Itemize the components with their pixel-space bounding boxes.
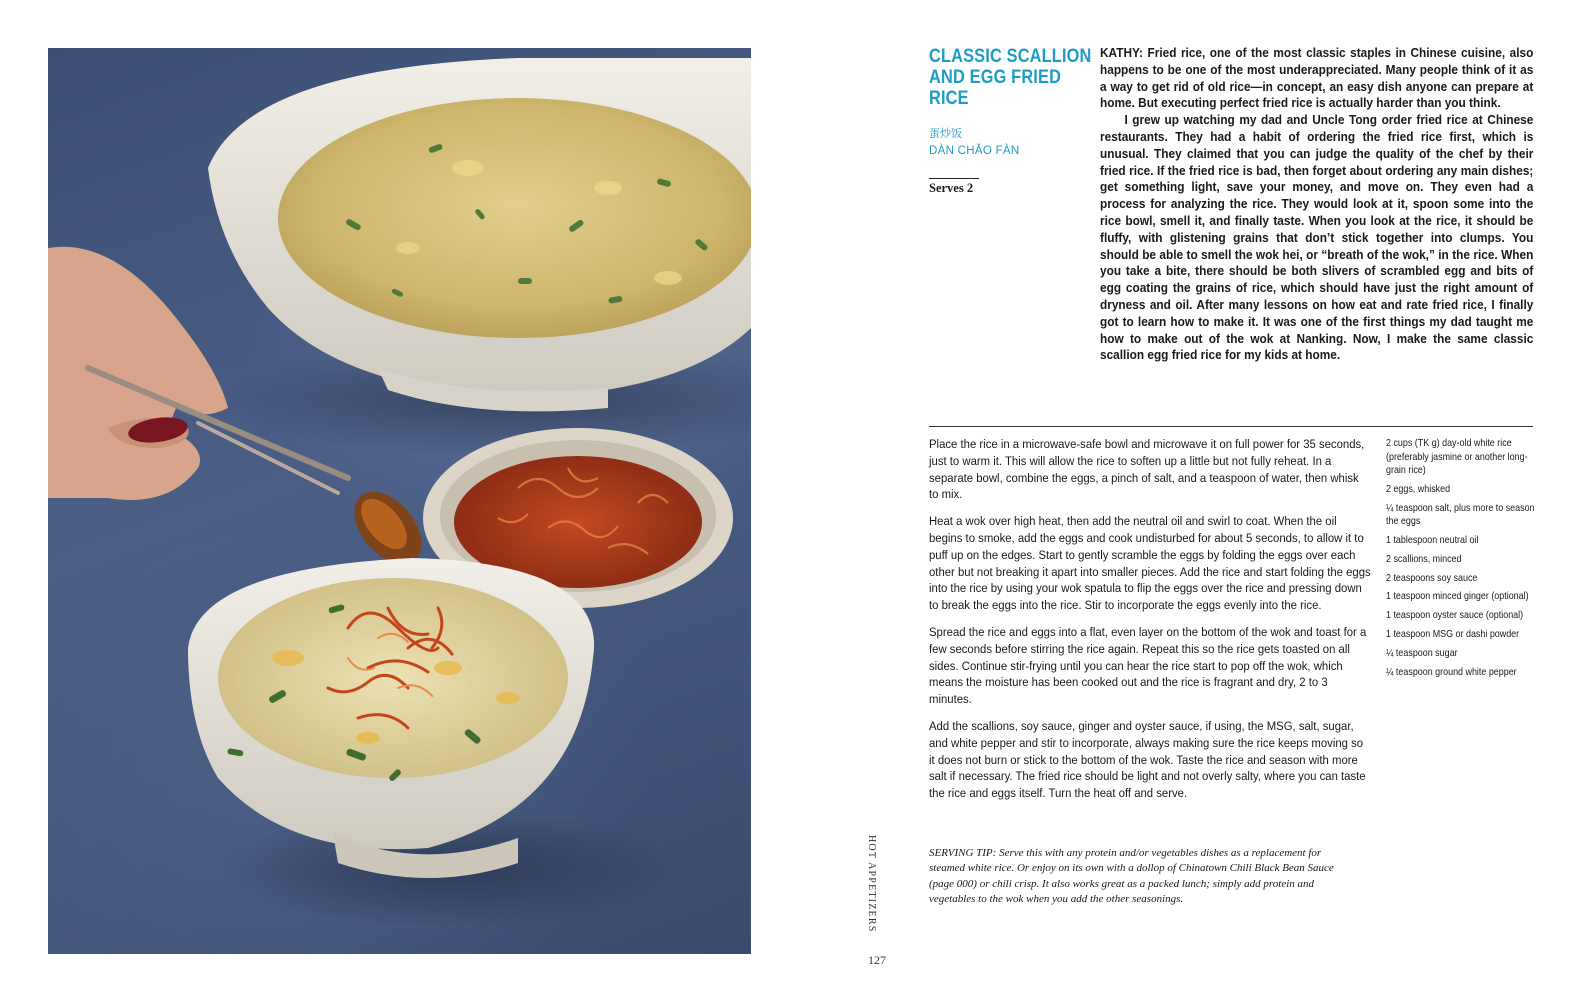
recipe-photo [48, 48, 751, 954]
recipe-title-line: AND EGG FRIED [929, 67, 1062, 88]
serving-tip [929, 846, 1349, 908]
recipe-title-line: CLASSIC SCALLION [929, 46, 1092, 67]
recipe-introduction [1100, 45, 1533, 364]
ingredient-item: ¼ teaspoon ground white pepper [1386, 666, 1517, 678]
ingredient-item: ¼ teaspoon salt, plus more to season the eggs [1386, 502, 1535, 528]
ingredient-item: 2 teaspoons soy sauce [1386, 572, 1478, 584]
running-head: HOT APPETIZERS [866, 835, 877, 933]
intro-paragraph [1100, 45, 1533, 112]
recipe-method [929, 436, 1371, 812]
serves-divider [929, 178, 979, 179]
serves-count: Serves 2 [929, 181, 974, 195]
serving-tip-label: SERVING TIP: [929, 847, 997, 859]
ingredient-item: 2 scallions, minced [1386, 553, 1462, 565]
ingredient-item: 2 eggs, whisked [1386, 483, 1451, 495]
page-number: 127 [868, 953, 886, 967]
ingredient-item: 1 teaspoon minced ginger (optional) [1386, 591, 1529, 603]
ingredient-item: 1 teaspoon oyster sauce (optional) [1386, 610, 1524, 622]
ingredient-item: 2 cups (TK g) day-old white rice (preferably jasmine or another long-grain rice) [1386, 438, 1528, 477]
intro-speaker: KATHY: [1100, 46, 1143, 60]
method-step: Place the rice in a microwave-safe bowl and microwave it on full power for 35 seconds, just to warm it. This will allow the rice to soften up a little but not fully reheat. In a separate bowl, combine the eggs, a pinch of salt, and a teaspoon of water, then whisk to mix. [929, 437, 1365, 502]
recipe-title [929, 46, 1092, 109]
method-divider [929, 426, 1533, 427]
large-bowl [208, 58, 751, 411]
fried-rice-illustration [48, 48, 751, 954]
recipe-chinese-name: 蛋炒饭 [929, 127, 962, 140]
method-step: Heat a wok over high heat, then add the neutral oil and swirl to coat. When the oil begins to smoke, add the eggs and cook undisturbed for about 5 seconds, to allow it to puff up on the edges. Start to gently scramble the eggs by folding the eggs over each other but not breaking it apart into smaller pieces. Add the rice and start folding the eggs into the rice by using your wok spatula to flip the eggs over the rice and pressing down to break the eggs into the rice. Stir to incorporate the eggs evenly into the rice. [929, 514, 1371, 613]
ingredient-item: 1 tablespoon neutral oil [1386, 535, 1479, 547]
ingredient-list [1386, 437, 1541, 684]
method-step: Add the scallions, soy sauce, ginger and oyster sauce, if using, the MSG, salt, sugar, and white pepper and stir to incorporate, always making sure the rice keeps moving so it does not burn or stick to the bottom of the wok. Taste the rice and season with more salt if necessary. The fried rice should be light and not overly salty, where you can taste the rice and eggs itself. Turn the heat off and serve. [929, 718, 1366, 801]
recipe-pinyin: DÀN CHǍO FÀN [929, 145, 1020, 157]
intro-paragraph-text: Fried rice, one of the most classic staples in Chinese cuisine, also happens to be one of the most underappreciated. Many people think of it as a way to get rid of old rice—in concept, an easy dish anyone can prepare at home. But executing perfect fried rice is actually harder than you think. [1100, 46, 1534, 111]
recipe-title-line: RICE [929, 88, 969, 109]
method-step: Spread the rice and eggs into a flat, even layer on the bottom of the wok and toast for a few seconds before stirring the rice again. Repeat this so the rice gets toasted on all sides. Continue stir-frying until you can hear the rice start to pop off the wok, which means the moisture has been cooked out and the rice is fragrant and dry, 2 to 3 minutes. [929, 624, 1367, 707]
intro-paragraph: I grew up watching my dad and Uncle Tong order fried rice at Chinese restaurants. They had a habit of ordering the fried rice first, which is unusual. They claimed that you can judge the quality of the chef by their fried rice. If the fried rice is bad, then forget about ordering any main dishes; get something light, save your money, and move on. They even had a process for analyzing the rice. They would look at it, spoon some into the rice bowl, smell it, and finally taste. When you look at the rice, it should be fluffy, with glistening grains that don’t stick together into clumps. You should be able to smell the wok hei, or “breath of the wok,” in the rice. When you take a bite, there should be both slivers of scrambled egg and bits of egg coating the grains of rice, which should have just the right amount of dryness and oil. After many lessons on how eat and rate fried rice, I finally got to learn how to make it. It was one of the first things my dad taught me how to make out of the wok at Nanking. Now, I make the same classic scallion egg fried rice for my kids at home. [1100, 113, 1534, 363]
ingredient-item: 1 teaspoon MSG or dashi powder [1386, 629, 1520, 641]
ingredient-item: ¼ teaspoon sugar [1386, 647, 1458, 659]
serving-tip-text: Serve this with any protein and/or vegetables dishes as a replacement for steamed white rice. Or enjoy on its own with a dollop of Chinatown Chili Black Bean Sauce (page 000) or chili crisp. It also works great as a packed lunch; simply add protein and vegetables to the wok when you add the other seasonings. [929, 847, 1334, 906]
